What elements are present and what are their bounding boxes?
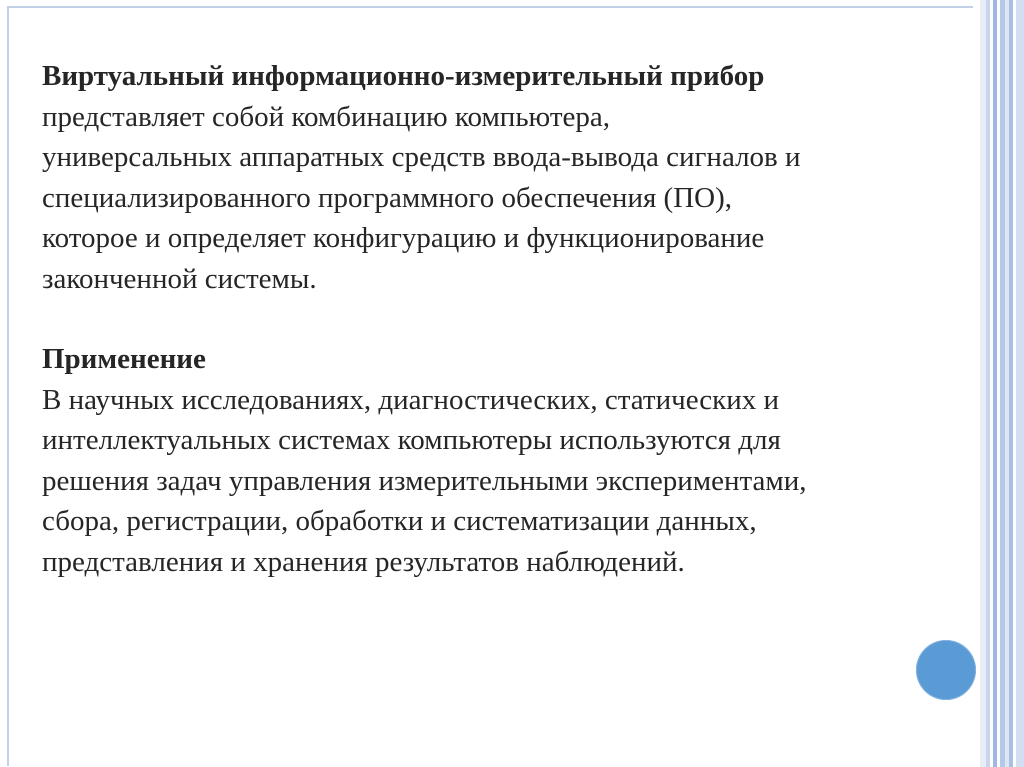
decorative-side-stripes	[980, 0, 1024, 767]
application-paragraph	[42, 339, 952, 582]
definition-line-4: которое и определяет конфигурацию и функционирование	[42, 222, 765, 254]
definition-term: Виртуальный информационно-измерительный прибор	[42, 60, 765, 92]
application-heading: Применение	[42, 343, 206, 375]
application-line-1: В научных исследованиях, диагностических, статических и	[42, 383, 780, 416]
application-line-5: представления и хранения результатов наблюдений.	[42, 545, 685, 578]
definition-line-5: законченной системы.	[42, 262, 317, 295]
application-line-2: интеллектуальных системах компьютеры используются для	[42, 424, 781, 456]
definition-line-1: представляет собой комбинацию компьютера,	[42, 100, 610, 133]
definition-line-2: универсальных аппаратных средств ввода-вывода сигналов и	[42, 141, 801, 173]
decorative-circle	[916, 640, 976, 700]
definition-line-3: специализированного программного обеспечения (ПО),	[42, 181, 733, 214]
application-line-3: решения задач управления измерительными экспериментами,	[42, 464, 807, 497]
definition-paragraph	[42, 56, 952, 299]
application-line-4: сбора, регистрации, обработки и систематизации данных,	[42, 505, 757, 537]
slide-text-content	[42, 56, 952, 582]
